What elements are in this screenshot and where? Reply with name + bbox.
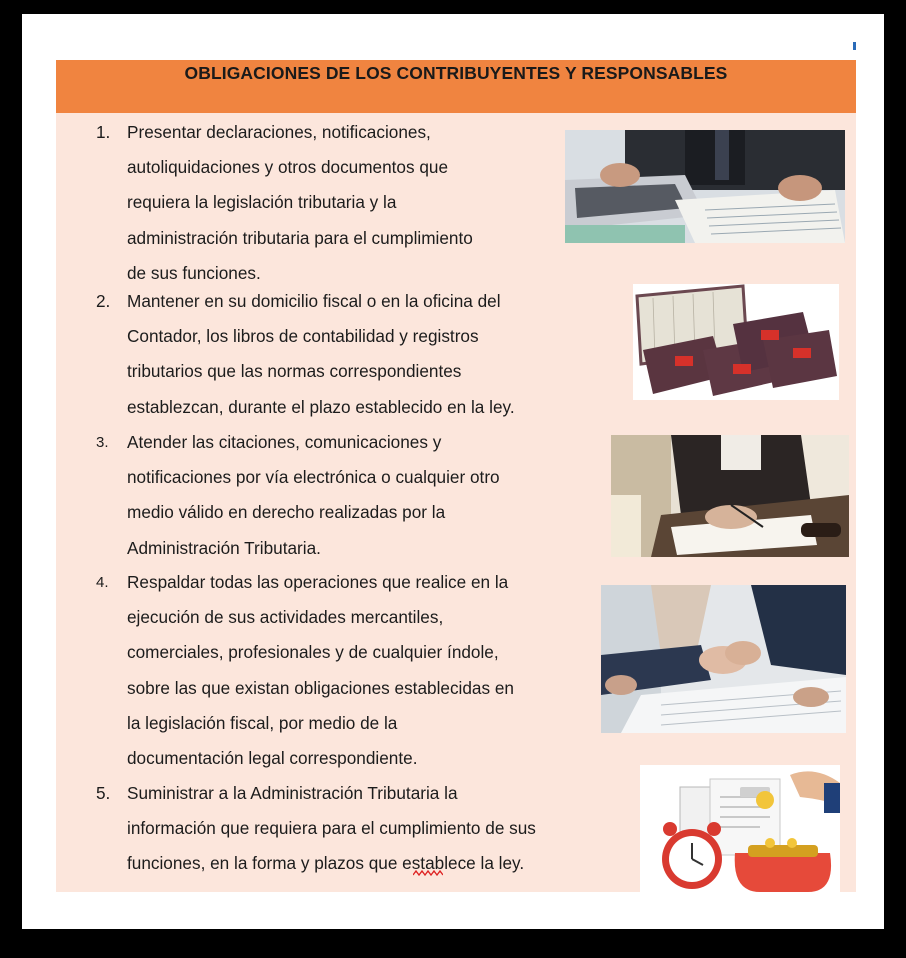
item-line: sobre las que existan obligaciones establecidas en bbox=[127, 677, 514, 698]
item-line: de sus funciones. bbox=[127, 262, 261, 283]
laptop-documents-photo bbox=[565, 130, 845, 243]
panel-title: OBLIGACIONES DE LOS CONTRIBUYENTES Y RESPONSABLES bbox=[56, 60, 856, 113]
item-line: Respaldar todas las operaciones que realice en la bbox=[127, 572, 509, 592]
item-line: requiera la legislación tributaria y la bbox=[127, 192, 397, 213]
item-line: notificaciones por vía electrónica o cualquier otro bbox=[127, 467, 500, 488]
item-line: documentación legal correspondiente. bbox=[127, 748, 418, 769]
item-line: Administración Tributaria. bbox=[127, 537, 321, 558]
item-line: tributarios que las normas correspondientes bbox=[127, 361, 462, 382]
item-number: 4. bbox=[96, 574, 109, 591]
blue-mark bbox=[853, 42, 856, 50]
item-number: 1. bbox=[96, 122, 111, 142]
tax-payment-illustration bbox=[640, 765, 840, 892]
spellcheck-squiggle bbox=[413, 869, 443, 877]
item-number: 2. bbox=[96, 291, 111, 311]
item-line: ejecución de sus actividades mercantiles, bbox=[127, 607, 444, 628]
item-line: Contador, los libros de contabilidad y registros bbox=[127, 326, 479, 347]
item-line: información que requiera para el cumplimiento de sus bbox=[127, 818, 536, 839]
item-line: Mantener en su domicilio fiscal o en la oficina del bbox=[127, 291, 501, 311]
item-line: establezcan, durante el plazo establecido en la ley. bbox=[127, 396, 515, 417]
item-line: autoliquidaciones y otros documentos que bbox=[127, 157, 449, 178]
item-line: comerciales, profesionales y de cualquier índole, bbox=[127, 642, 499, 663]
item-line: funciones, en la forma y plazos que establece la ley. bbox=[127, 853, 525, 874]
accounting-books-photo bbox=[633, 284, 839, 400]
obligations-panel bbox=[56, 60, 856, 892]
item-line: medio válido en derecho realizadas por la bbox=[127, 502, 446, 523]
signing-document-photo bbox=[611, 435, 849, 557]
item-line: Atender las citaciones, comunicaciones y bbox=[127, 432, 442, 452]
item-line: la legislación fiscal, por medio de la bbox=[127, 712, 398, 733]
handshake-photo bbox=[601, 585, 846, 733]
item-number: 5. bbox=[96, 783, 111, 803]
item-number: 3. bbox=[96, 434, 109, 451]
item-line: Suministrar a la Administración Tributaria la bbox=[127, 783, 458, 803]
item-line: Presentar declaraciones, notificaciones, bbox=[127, 122, 431, 142]
item-line: administración tributaria para el cumplimiento bbox=[127, 227, 473, 248]
